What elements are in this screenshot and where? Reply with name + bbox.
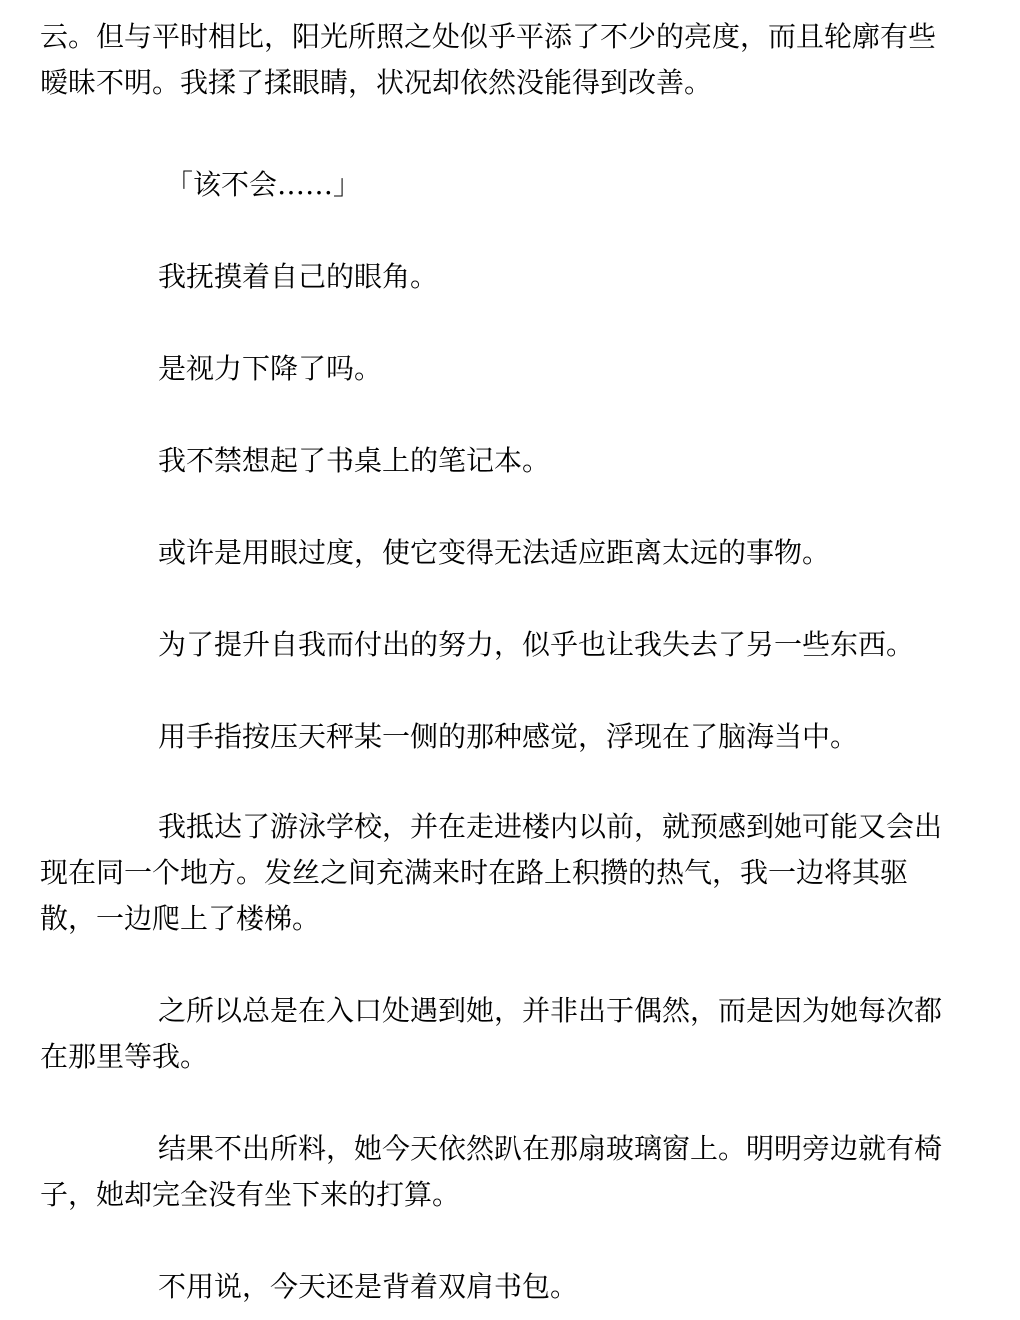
text-line: 我抚摸着自己的眼角。 <box>158 260 439 293</box>
text-line: 为了提升自我而付出的努力，似乎也让我失去了另一些东西。 <box>158 628 915 661</box>
paragraph-9 <box>40 804 942 942</box>
text-line: 不用说，今天还是背着双肩书包。 <box>158 1270 579 1303</box>
paragraph-8 <box>40 714 858 760</box>
paragraph-3 <box>40 254 438 300</box>
text-line: 之所以总是在入口处遇到她，并非出于偶然，而是因为她每次都 <box>158 994 943 1027</box>
paragraph-4 <box>40 346 382 392</box>
text-line: 用手指按压天秤某一侧的那种感觉，浮现在了脑海当中。 <box>158 720 859 753</box>
text-line: 子，她却完全没有坐下来的打算。 <box>40 1178 461 1211</box>
text-line: 我不禁想起了书桌上的笔记本。 <box>158 444 551 477</box>
text-line: 暧昧不明。我揉了揉眼睛，状况却依然没能得到改善。 <box>40 66 713 99</box>
text-line: 现在同一个地方。发丝之间充满来时在路上积攒的热气，我一边将其驱 <box>40 856 909 889</box>
paragraph-7 <box>40 622 914 668</box>
text-line: 结果不出所料，她今天依然趴在那扇玻璃窗上。明明旁边就有椅 <box>158 1132 943 1165</box>
text-line: 散，一边爬上了楼梯。 <box>40 902 321 935</box>
paragraph-12 <box>40 1264 578 1310</box>
text-line: 是视力下降了吗。 <box>158 352 383 385</box>
paragraph-11 <box>40 1126 942 1218</box>
paragraph-10 <box>40 988 942 1080</box>
text-line: 「该不会……」 <box>165 168 362 201</box>
paragraph-1 <box>40 14 936 106</box>
paragraph-2-dialogue <box>40 162 361 208</box>
text-line: 在那里等我。 <box>40 1040 209 1073</box>
text-line: 或许是用眼过度，使它变得无法适应距离太远的事物。 <box>158 536 831 569</box>
text-line: 云。但与平时相比，阳光所照之处似乎平添了不少的亮度，而且轮廓有些 <box>40 20 937 53</box>
paragraph-6 <box>40 530 830 576</box>
text-line: 我抵达了游泳学校，并在走进楼内以前，就预感到她可能又会出 <box>158 810 943 843</box>
paragraph-5 <box>40 438 550 484</box>
